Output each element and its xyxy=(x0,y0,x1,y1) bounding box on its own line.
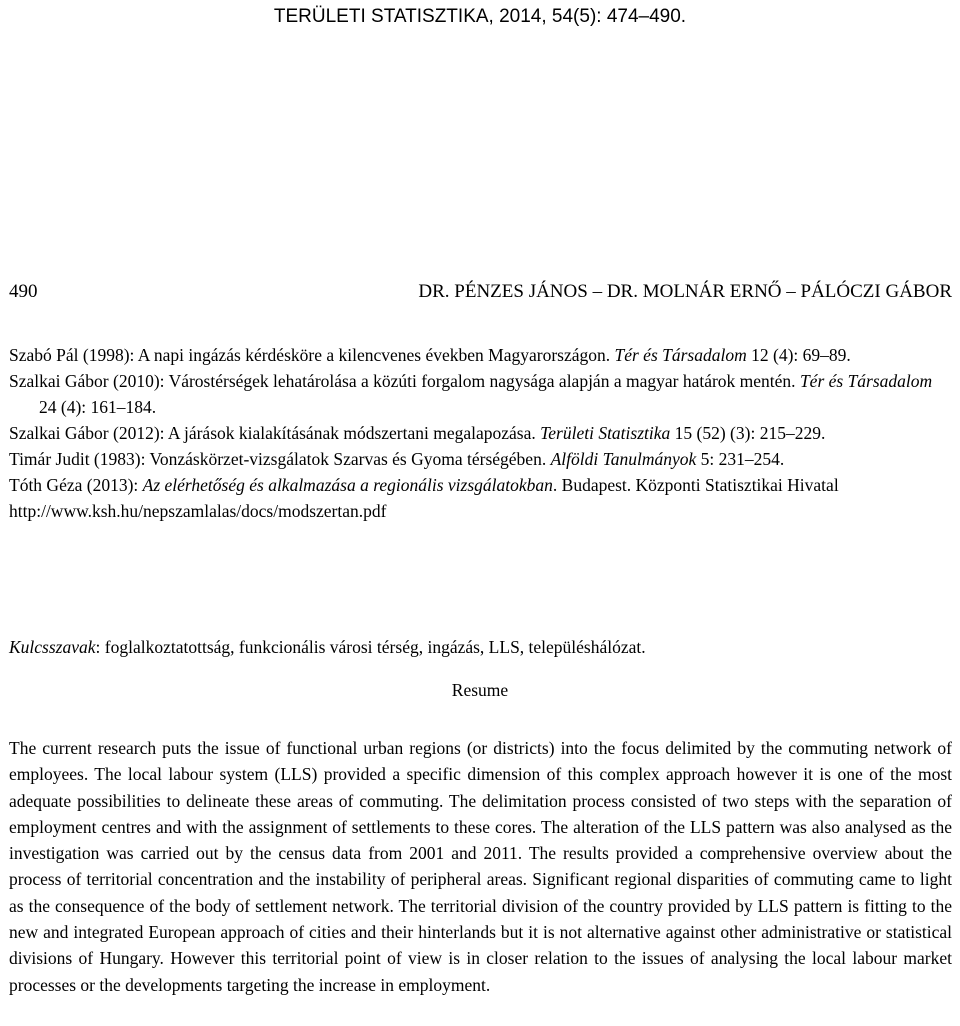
reference-issue: 5: 231–254. xyxy=(696,449,785,469)
page-number: 490 xyxy=(9,281,38,302)
reference-journal: Alföldi Tanulmányok xyxy=(550,449,697,469)
reference-list xyxy=(9,342,952,524)
reference-item xyxy=(9,446,952,472)
resume-heading: Resume xyxy=(451,680,509,700)
reference-text: Szalkai Gábor (2010): Várostérségek lehatárolása a közúti forgalom nagysága alapján a magyar határok mentén. xyxy=(9,371,800,391)
reference-item xyxy=(9,368,952,420)
reference-issue: 12 (4): 69–89. xyxy=(746,345,851,365)
reference-text: Szabó Pál (1998): A napi ingázás kérdésköre a kilencvenes években Magyarországon. xyxy=(9,345,615,365)
keywords-label: Kulcsszavak xyxy=(9,637,96,657)
reference-url[interactable]: http://www.ksh.hu/nepszamlalas/docs/modszertan.pdf xyxy=(9,501,387,521)
reference-title: Az elérhetőség és alkalmazása a regionális vizsgálatokban xyxy=(142,475,553,495)
reference-item xyxy=(9,420,952,446)
keywords-text: : foglalkoztatottság, funkcionális városi térség, ingázás, LLS, településhálózat. xyxy=(95,637,646,657)
reference-item xyxy=(9,472,952,498)
running-head xyxy=(9,281,952,307)
journal-header: TERÜLETI STATISZTIKA, 2014, 54(5): 474–490. xyxy=(273,6,687,27)
reference-item xyxy=(9,342,952,368)
reference-text: Timár Judit (1983): Vonzáskörzet-vizsgálatok Szarvas és Gyoma térségében. xyxy=(9,449,551,469)
reference-journal: Tér és Társadalom xyxy=(799,371,933,391)
reference-journal: Tér és Társadalom xyxy=(614,345,747,365)
reference-text: Tóth Géza (2013): xyxy=(9,475,143,495)
reference-journal: Területi Statisztika xyxy=(540,423,671,443)
author-names: DR. PÉNZES JÁNOS – DR. MOLNÁR ERNŐ – PÁLÓCZI GÁBOR xyxy=(418,281,952,302)
reference-publisher: . Budapest. Központi Statisztikai Hivatal xyxy=(552,475,839,495)
reference-issue: 24 (4): 161–184. xyxy=(39,397,157,417)
resume-body: The current research puts the issue of functional urban regions (or districts) into the focus delimited by the commuting network of employees. The local labour system (LLS) provided a specific dimension of this complex approach however it is one of the most adequate possibilities to delineate these areas of commuting. The delimitation process consisted of two steps with the separation of employment centres and with the assignment of settlements to these cores. The alteration of the LLS pattern was also analysed as the investigation was carried out by the census data from 2001 and 2011. The results provided a comprehensive overview about the process of territorial concentration and the instability of peripheral areas. Significant regional disparities of commuting came to light as the consequence of the body of settlement network. The territorial division of the country provided by LLS pattern is fitting to the new and integrated European approach of cities and their hinterlands but it is not alternative against other administrative or statistical divisions of Hungary. However this territorial point of view is in closer relation to the issues of analysing the local labour market processes or the developments targeting the increase in employment. xyxy=(9,738,952,995)
keywords xyxy=(9,634,952,660)
reference-text: Szalkai Gábor (2012): A járások kialakításának módszertani megalapozása. xyxy=(9,423,541,443)
reference-issue: 15 (52) (3): 215–229. xyxy=(670,423,826,443)
